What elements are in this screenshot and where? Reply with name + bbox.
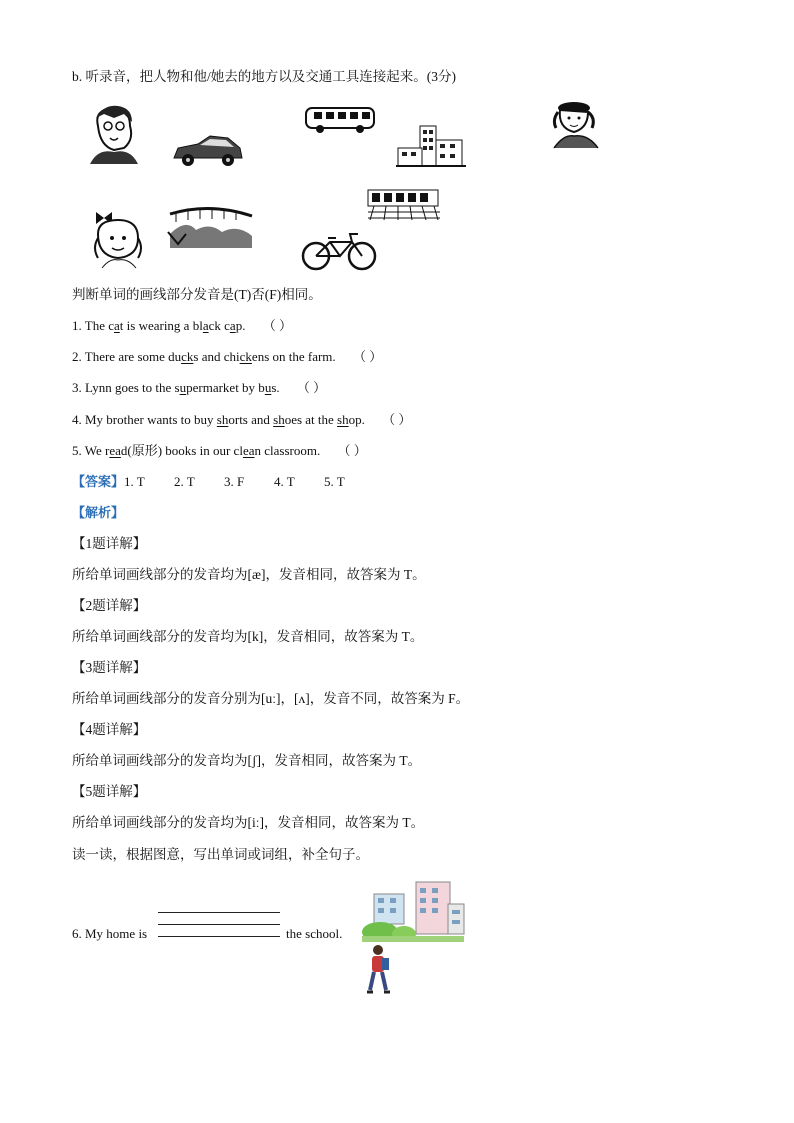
detail-text: 所给单词画线部分的发音均为[ʃ]，发音相同，故答案为 T。 [72,753,422,768]
question-number: 2. [72,349,82,364]
detail-text: 所给单词画线部分的发音均为[æ]，发音相同，故答案为 T。 [72,567,426,582]
question-1: 1. The cat is wearing a black cap. （ ） [72,318,292,333]
blank-line[interactable] [158,936,280,937]
underlined-part: ck [239,349,252,364]
analysis-label: 【解析】 [72,505,125,520]
underlined-part: ea [109,443,121,458]
girl-with-hat-icon [548,98,604,150]
answer-value: 2. T [174,474,195,489]
detail-text: 所给单词画线部分的发音分别为[uː]，[ʌ]，发音不同，故答案为 F。 [72,691,470,706]
school-buildings-icon [360,880,466,944]
section-b-title: b. 听录音，把人物和他/她去的地方以及交通工具连接起来。(3分) [72,69,456,84]
girl-with-bow-icon [90,212,146,270]
underlined-part: u [264,380,272,395]
question-number: 1. [72,318,82,333]
question-number: 3. [72,380,82,395]
car-icon [170,134,246,168]
underlined-part: a [229,318,236,333]
student-walking-icon [364,944,392,996]
answer-paren[interactable]: （ ） [337,443,367,458]
answer-value: 5. T [324,474,345,489]
judge-instruction: 判断单词的画线部分发音是(T)否(F)相同。 [72,287,322,302]
underlined-part: u [179,380,187,395]
q6-prefix: 6. My home is [72,926,148,941]
answer-paren[interactable]: （ ） [262,318,292,333]
question-number: 5. [72,443,82,458]
underlined-part: a [202,318,209,333]
reading-instruction: 读一读，根据图意，写出单词或词组，补全句子。 [72,847,369,862]
blank-line[interactable] [158,912,280,913]
detail-heading: 【2题详解】 [72,598,147,613]
underlined-part: sh [273,412,285,427]
underlined-part: sh [216,412,229,427]
question-3: 3. Lynn goes to the supermarket by bus. （ ） [72,380,327,395]
answer-paren[interactable]: （ ） [382,412,412,427]
underlined-part: a [114,318,120,333]
answer-value: 4. T [274,474,295,489]
detail-heading: 【5题详解】 [72,784,147,799]
underlined-part: ea [242,443,255,458]
bicycle-icon [300,232,380,272]
detail-heading: 【3题详解】 [72,660,147,675]
question-4: 4. My brother wants to buy shorts and shoes at the shop. （ ） [72,412,412,427]
question-number: 4. [72,412,82,427]
buildings-icon [396,124,466,170]
bus-icon [304,104,376,134]
blank-line[interactable] [158,924,280,925]
underlined-part: ck [181,349,194,364]
detail-heading: 【4题详解】 [72,722,147,737]
detail-text: 所给单词画线部分的发音均为[iː]，发音相同，故答案为 T。 [72,815,425,830]
answer-blanks[interactable] [158,912,280,948]
zoo-building-icon [366,186,440,222]
underlined-part: sh [337,412,349,427]
answer-value: 1. T [124,474,145,489]
answer-line [72,473,374,491]
answer-value: 3. F [224,474,245,489]
q6-suffix: the school. [286,926,343,941]
park-bridge-icon [166,204,256,248]
boy-face-icon [84,104,144,166]
question-5: 5. We read(原形) books in our clean classroom. （ ） [72,443,367,458]
answer-label: 【答案】 [72,474,125,489]
answer-paren[interactable]: （ ） [296,380,327,395]
question-2: 2. There are some ducks and chickens on the farm. （ ） [72,349,383,364]
detail-text: 所给单词画线部分的发音均为[k]，发音相同，故答案为 T。 [72,629,424,644]
answer-paren[interactable]: （ ） [352,349,383,364]
detail-heading: 【1题详解】 [72,536,147,551]
